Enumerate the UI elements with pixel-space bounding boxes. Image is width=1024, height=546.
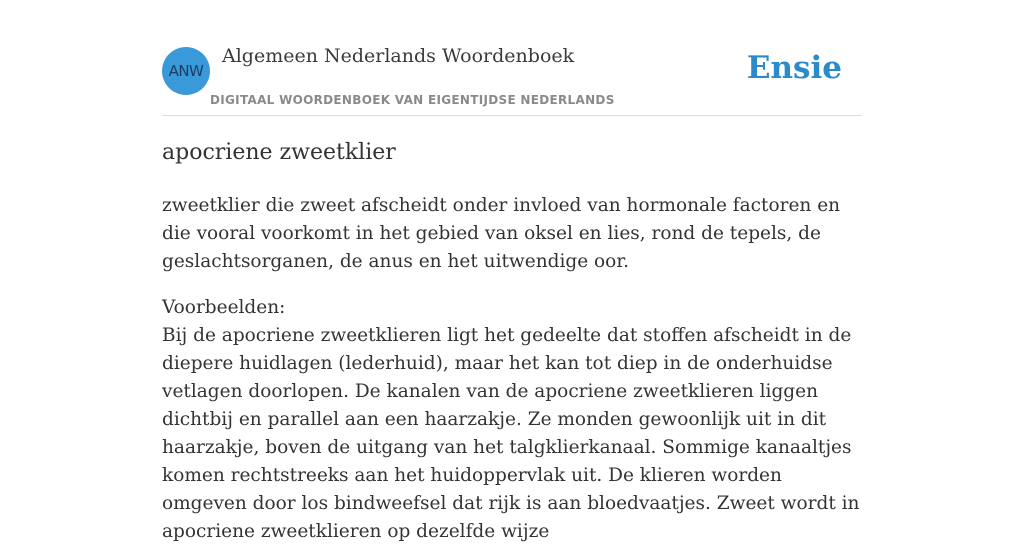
examples-text: Bij de apocriene zweetklieren ligt het gedeelte dat stoffen afscheidt in de diepere huidlagen (lederhuid), maar het kan tot diep in de onderhuidse vetlagen doorlopen. De kanalen van de apocriene zweetklieren liggen dichtbij en parallel aan een haarzakje. Ze monden gewoonlijk uit in dit haarzakje, boven de uitgang van het talgklierkanaal. Sommige kanaaltjes komen rechtstreeks aan het huidoppervlak uit. De klieren worden omgeven door los bindweefsel dat rijk is aan bloedvaatjes. Zweet wordt in apocriene zweetklieren op dezelfde wijze [162, 325, 860, 542]
site-title[interactable]: Algemeen Nederlands Woordenboek [222, 45, 575, 67]
examples-label: Voorbeelden: [162, 297, 286, 318]
entry-definition: zweetklier die zweet afscheidt onder invloed van hormonale factoren en die vooral voorkomt in het gebied van oksel en lies, rond de tepels, de geslachtsorganen, de anus en het uitwendige oor. [162, 195, 841, 272]
ensie-brand-logo[interactable]: Ensie [746, 50, 842, 86]
entry-examples [162, 294, 862, 546]
site-subtitle: DIGITAAL WOORDENBOEK VAN EIGENTIJDSE NEDERLANDS [210, 93, 615, 107]
anw-logo[interactable]: ANW [162, 47, 210, 95]
header-divider [162, 115, 862, 116]
entry-headword: apocriene zweetklier [162, 140, 396, 165]
